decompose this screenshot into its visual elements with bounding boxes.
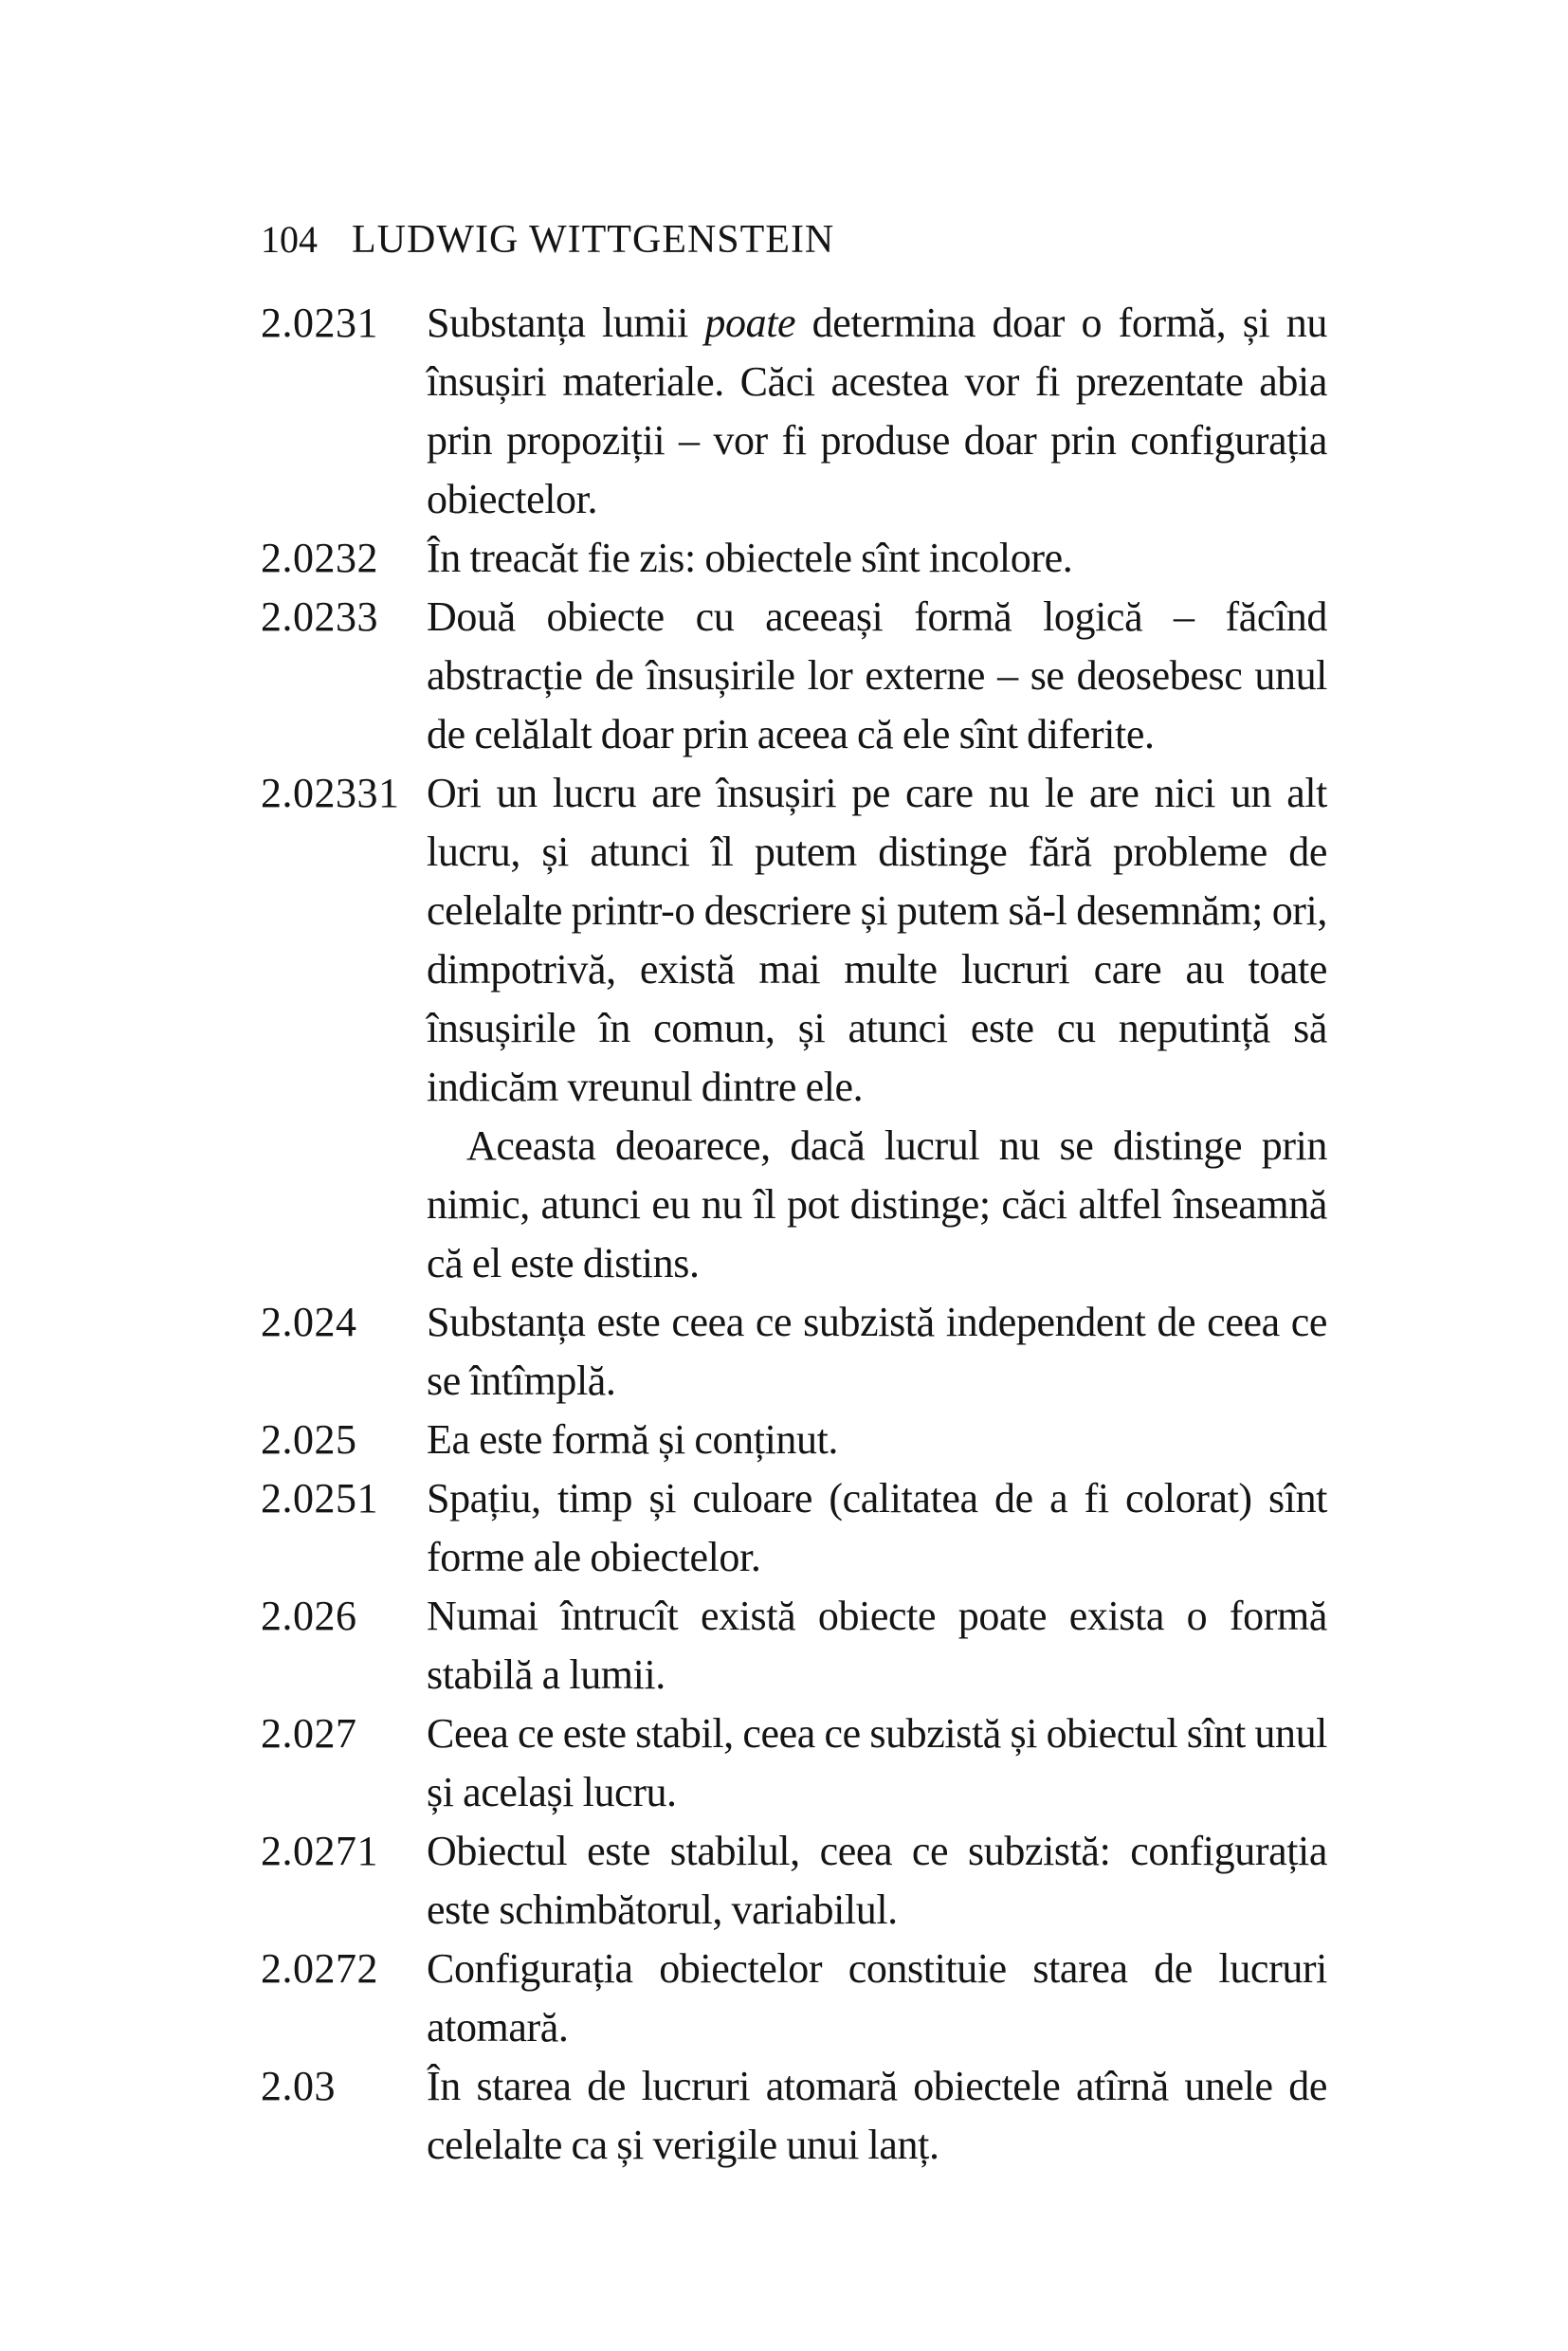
proposition-number: 2.0251 — [261, 1475, 378, 1522]
proposition — [261, 588, 1327, 764]
proposition-text — [427, 1469, 1327, 1587]
text-segment: Obiectul este stabilul, ceea ce subzistă: configurația este schimbătorul, variabilul. — [427, 1828, 1327, 1934]
proposition-paragraph — [427, 2057, 1327, 2175]
proposition-number: 2.027 — [261, 1710, 357, 1758]
proposition — [261, 1293, 1327, 1411]
proposition-text — [427, 1704, 1327, 1822]
text-segment: Ea este formă și conținut. — [427, 1416, 839, 1464]
proposition-number: 2.0232 — [261, 535, 378, 582]
running-header — [261, 218, 1327, 262]
proposition — [261, 1411, 1327, 1469]
proposition-text — [427, 588, 1327, 764]
proposition — [261, 294, 1327, 529]
text-segment: Două obiecte cu aceeași formă logică – făcînd abstracție de însușirile lor externe – se deosebesc unul de celălalt doar prin aceea că ele sînt diferite. — [427, 593, 1327, 758]
proposition-number: 2.025 — [261, 1416, 357, 1464]
proposition — [261, 1940, 1327, 2057]
text-segment: Ori un lucru are însușiri pe care nu le are nici un alt lucru, și atunci îl putem distinge fără probleme de celelalte printr-o descriere și putem să-l desemnăm; ori, dimpotrivă, există mai multe lucruri care au toate însușirile în comun, și atunci este cu neputință să indicăm vreunul dintre ele. — [427, 770, 1327, 1111]
proposition-number: 2.0231 — [261, 300, 378, 347]
text-segment: Substanța este ceea ce subzistă independent de ceea ce se întîmplă. — [427, 1299, 1327, 1405]
italic-text-segment: poate — [704, 300, 796, 347]
proposition-number: 2.02331 — [261, 770, 400, 817]
proposition-text — [427, 294, 1327, 529]
proposition-number: 2.024 — [261, 1299, 357, 1346]
proposition — [261, 2057, 1327, 2175]
proposition-paragraph — [427, 294, 1327, 529]
proposition — [261, 1704, 1327, 1822]
text-segment: Substanța lumii — [427, 300, 705, 347]
text-segment: Aceasta deoarece, dacă lucrul nu se distinge prin nimic, atunci eu nu îl pot distinge; căci altfel înseamnă că el este distins. — [427, 1122, 1327, 1287]
proposition-text — [427, 1293, 1327, 1411]
proposition-text — [427, 529, 1327, 588]
proposition-paragraph — [427, 764, 1327, 1117]
proposition-text — [427, 1587, 1327, 1704]
proposition-paragraph — [427, 1587, 1327, 1704]
proposition — [261, 764, 1327, 1293]
proposition-paragraph — [427, 1117, 1327, 1293]
proposition — [261, 1587, 1327, 1704]
proposition-paragraph — [427, 1940, 1327, 2057]
proposition-paragraph — [427, 529, 1327, 588]
page-content — [261, 218, 1327, 2175]
proposition — [261, 1469, 1327, 1587]
proposition — [261, 1822, 1327, 1940]
proposition-text — [427, 764, 1327, 1293]
proposition-text — [427, 1822, 1327, 1940]
proposition-paragraph — [427, 1411, 1327, 1469]
proposition-number: 2.0233 — [261, 593, 378, 641]
proposition-paragraph — [427, 1469, 1327, 1587]
proposition — [261, 529, 1327, 588]
proposition-text — [427, 2057, 1327, 2175]
proposition-number: 2.0272 — [261, 1945, 378, 1993]
page-number: 104 — [261, 218, 318, 261]
text-segment: În starea de lucruri atomară obiectele atîrnă unele de celelalte ca și verigile unui lanț. — [427, 2063, 1327, 2169]
proposition-number: 2.0271 — [261, 1828, 378, 1875]
proposition-paragraph — [427, 588, 1327, 764]
proposition-paragraph — [427, 1704, 1327, 1822]
proposition-paragraph — [427, 1293, 1327, 1411]
proposition-text — [427, 1940, 1327, 2057]
text-segment: Configurația obiectelor constituie starea de lucruri atomară. — [427, 1945, 1327, 2051]
proposition-number: 2.026 — [261, 1593, 357, 1640]
text-segment: Ceea ce este stabil, ceea ce subzistă și obiectul sînt unul și același lucru. — [427, 1710, 1327, 1816]
proposition-paragraph — [427, 1822, 1327, 1940]
text-segment: Spațiu, timp și culoare (calitatea de a fi colorat) sînt forme ale obiectelor. — [427, 1475, 1327, 1581]
text-segment: determina doar o formă, și nu însușiri materiale. Căci acestea vor fi prezentate abia prin propoziții – vor fi produse doar prin configurația obiectelor. — [427, 300, 1327, 523]
proposition-text — [427, 1411, 1327, 1469]
text-segment: Numai întrucît există obiecte poate exista o formă stabilă a lumii. — [427, 1593, 1327, 1699]
running-header-title: LUDWIG WITTGENSTEIN — [352, 218, 835, 262]
text-segment: În treacăt fie zis: obiectele sînt incolore. — [427, 535, 1073, 582]
proposition-number: 2.03 — [261, 2063, 336, 2110]
propositions-list — [261, 294, 1327, 2175]
